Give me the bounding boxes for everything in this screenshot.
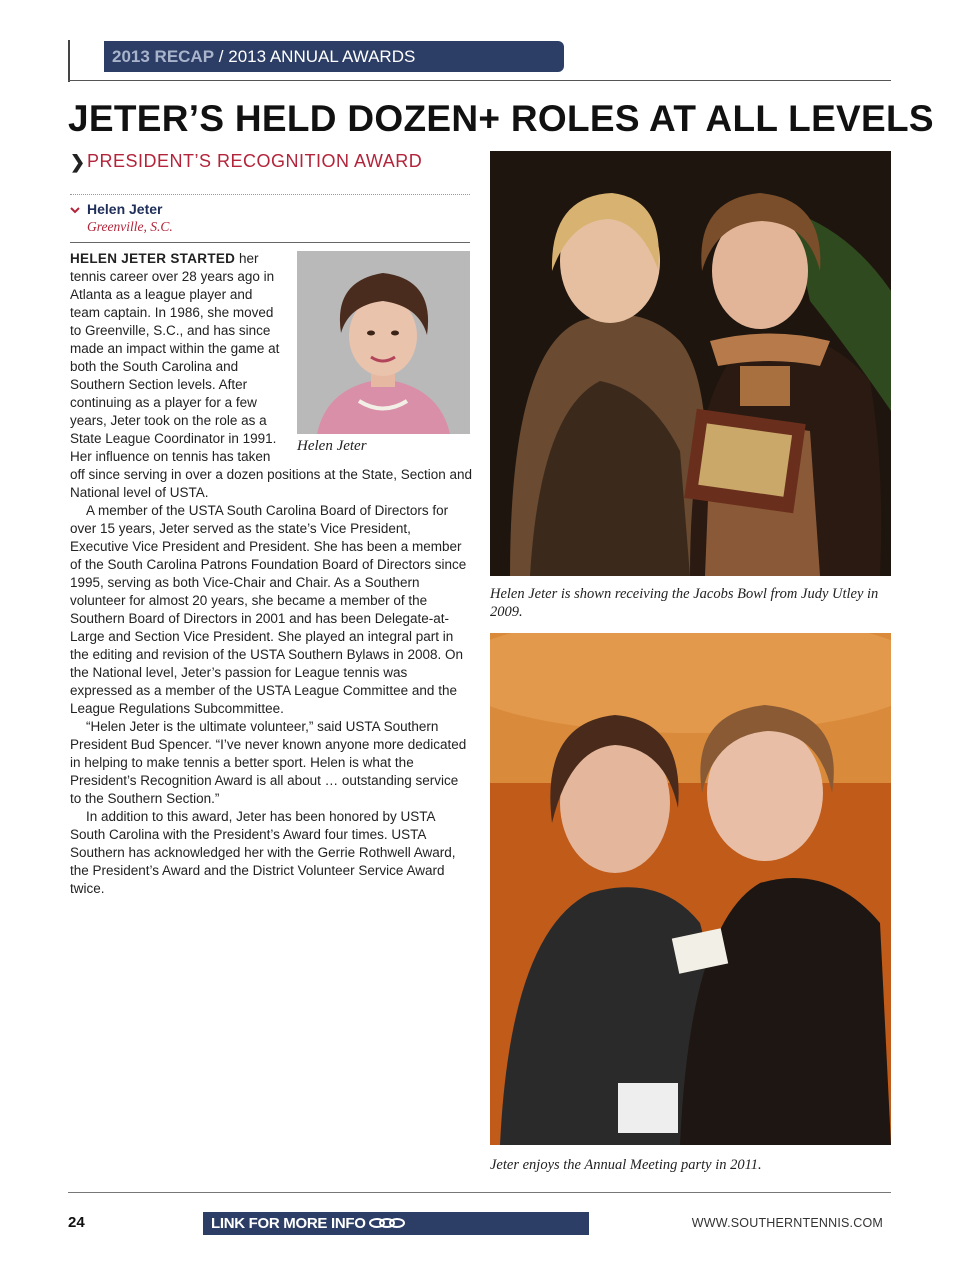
portrait-caption: Helen Jeter <box>297 438 367 454</box>
section-header-bar <box>104 41 564 72</box>
dotted-divider <box>70 194 470 195</box>
portrait-photo <box>297 251 470 434</box>
subsection-label: 2013 ANNUAL AWARDS <box>228 47 416 66</box>
photo-caption: Helen Jeter is shown receiving the Jacobs Bowl from Judy Utley in 2009. <box>490 586 879 620</box>
recipient-location: Greenville, S.C. <box>87 219 173 234</box>
more-info-link[interactable] <box>203 1212 589 1235</box>
recipient-name: Helen Jeter <box>87 201 163 217</box>
page-title: JETER’S HELD DOZEN+ ROLES AT ALL LEVELS <box>68 98 934 139</box>
party-photo <box>490 633 891 1145</box>
article-paragraph: A member of the USTA South Carolina Board of Directors for over 15 years, Jeter served as the state’s Vice President, Executive Vice President and President. She has been a member of the South Carolina Patrons Foundation Board of Directors since 1995, serving as both Vice-Chair and Chair. As a Southern volunteer for almost 20 years, she became a member of the Southern Board of Directors in 2001 and has been Delegate-at-Large and Section Vice President. She played an integral part in the editing and revision of the USTA Southern Bylaws in 2008. On the National level, Jeter’s passion for League tennis was expressed as a member of the USTA League Committee and the League Regulations Subcommittee. <box>70 503 467 716</box>
section-separator: / <box>214 47 229 66</box>
photo-caption: Jeter enjoys the Annual Meeting party in 2011. <box>490 1157 762 1173</box>
award-photo <box>490 151 891 576</box>
article-p1: her tennis career over 28 years ago in Atlanta as a league player and team captain. In 1986, she moved to Greenville, S.C., and has since made an impact within the game at both the South Carolina and Southern Section levels. After continuing as a player for a few years, Jeter took on the role as a State League Coordinator in 1991. Her influence on tennis has taken off since serving in over a dozen positions at the State, Section and National level of USTA. <box>70 251 473 500</box>
link-label: LINK FOR MORE INFO <box>211 1215 366 1232</box>
article-paragraph: In addition to this award, Jeter has been honored by USTA South Carolina with the President’s Award four times. USTA Southern has acknowledged her with the Gerrie Rothwell Award, the President’s Award and the District Volunteer Service Award twice. <box>70 809 456 896</box>
award-title: PRESIDENT’S RECOGNITION AWARD <box>87 151 423 171</box>
header-rule <box>68 80 891 81</box>
page-number: 24 <box>68 1214 85 1231</box>
section-label: 2013 RECAP <box>112 47 215 66</box>
divider <box>70 242 470 243</box>
header-rule-vertical <box>68 40 70 82</box>
website-url[interactable]: WWW.SOUTHERNTENNIS.COM <box>691 1216 883 1230</box>
chevron-right-icon: ❯ <box>70 152 86 172</box>
chevron-down-icon <box>70 203 80 217</box>
article-paragraph: “Helen Jeter is the ultimate volunteer,” said USTA Southern President Bud Spencer. “I’ve never known anyone more dedicated in helping to make tennis a better sport. Helen is what the President’s Recognition Award is all about … outstanding service to the Southern Section.” <box>70 719 467 806</box>
footer-rule <box>68 1192 891 1193</box>
article-lead: HELEN JETER STARTED <box>70 251 236 266</box>
chain-link-icon <box>368 1213 406 1236</box>
